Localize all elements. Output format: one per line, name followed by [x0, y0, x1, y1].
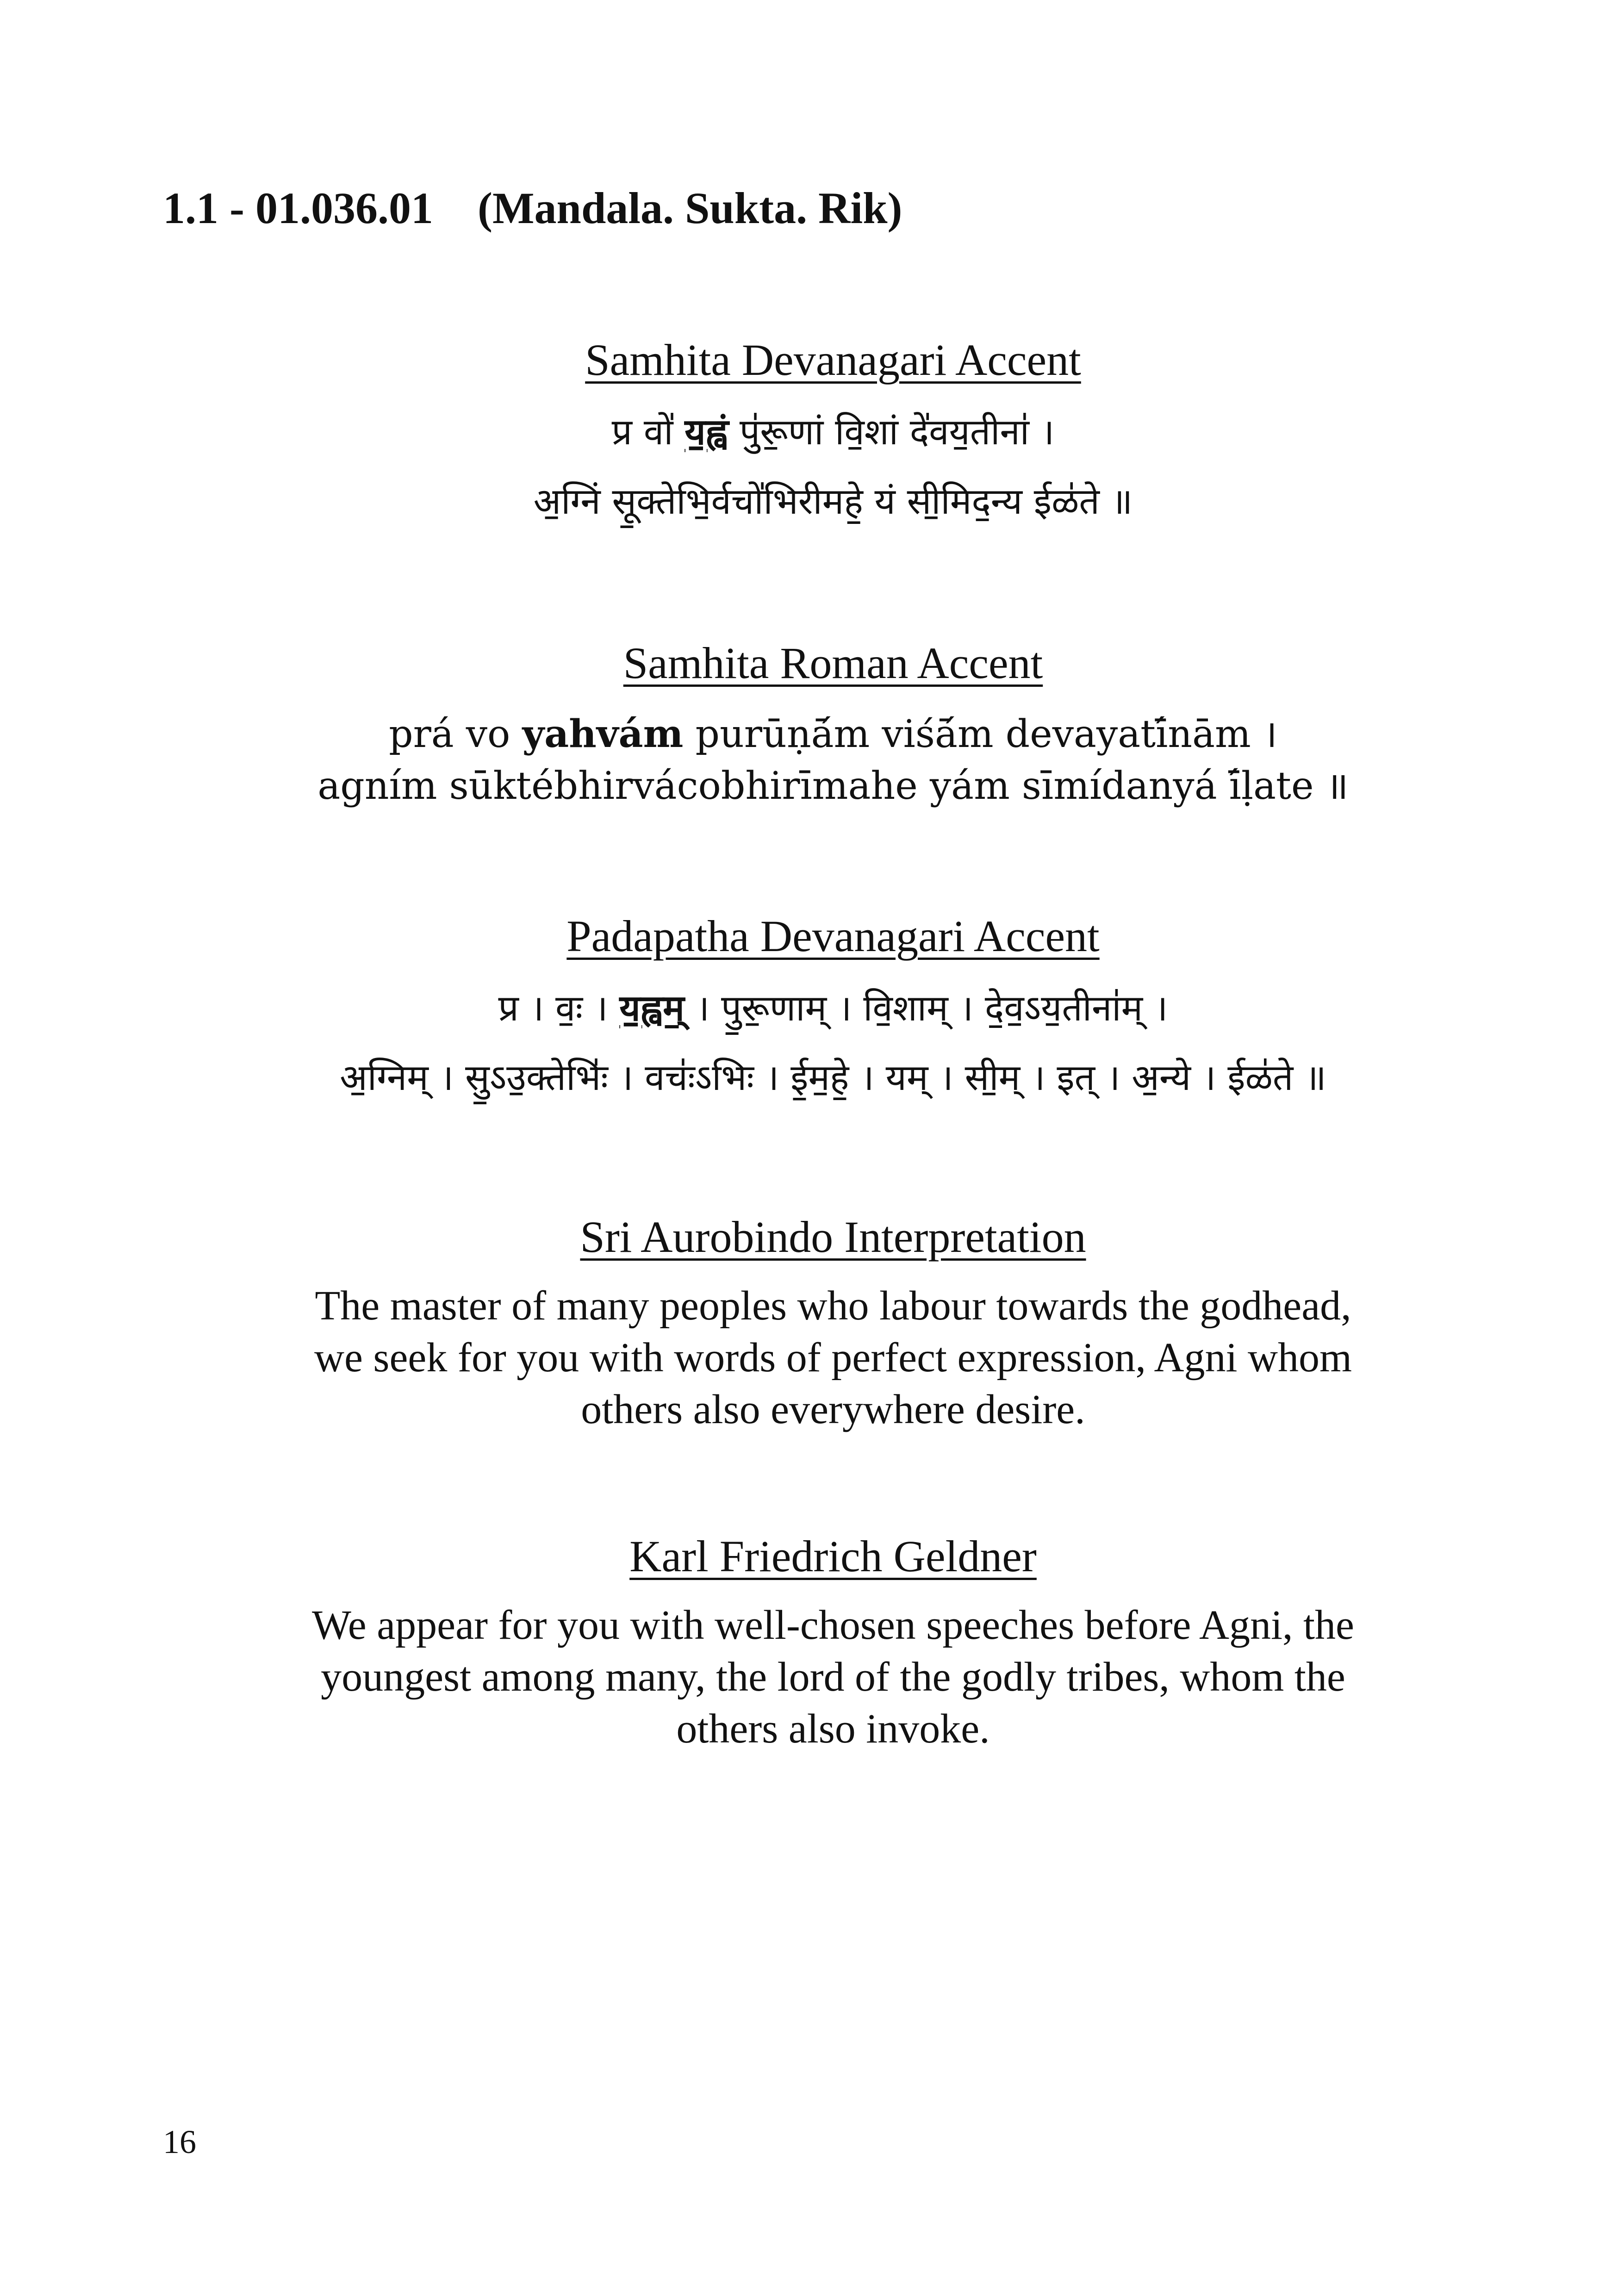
verse-text: prá vo — [389, 712, 523, 757]
samhita-roman-line-2: agním sūktébhirvácobhirīmahe yám sīmídanyá ī́ḷate ॥ — [317, 764, 1349, 809]
aurobindo-heading: Sri Aurobindo Interpretation — [580, 1212, 1086, 1262]
verse-id: 1.1 - 01.036.01 — [163, 183, 433, 233]
geldner-heading: Karl Friedrich Geldner — [629, 1531, 1037, 1581]
verse-text: प्र । वः॒ । — [498, 988, 620, 1030]
samhita-roman-line-1 — [185, 708, 1481, 760]
padapatha-devanagari-line-1 — [185, 974, 1481, 1043]
samhita-devanagari-heading: Samhita Devanagari Accent — [585, 335, 1081, 385]
samhita-devanagari-line-1 — [185, 398, 1481, 467]
padapatha-devanagari-line-2: अ॒ग्निम् । सु॒ऽउ॒क्तेभिः॑ । वचः॑ऽभिः । ई॒म॒हे॒ । यम् । सी॒म् । इत् । अ॒न्ये । ईळ॑ते ॥ — [340, 1057, 1326, 1099]
aurobindo-section — [185, 1210, 1481, 1436]
verse-text: purūṇā́m viśā́m devayatī́nām । — [683, 712, 1277, 757]
samhita-roman-section — [185, 636, 1481, 812]
samhita-roman-heading: Samhita Roman Accent — [623, 638, 1043, 688]
aurobindo-line-2: we seek for you with words of perfect expression, Agni whom — [314, 1335, 1352, 1381]
padapatha-devanagari-heading: Padapatha Devanagari Accent — [566, 911, 1100, 961]
geldner-line-1: We appear for you with well-chosen speeches before Agni, the — [312, 1602, 1354, 1649]
verse-text: प्र वो॑ — [611, 411, 685, 454]
aurobindo-line-1: The master of many peoples who labour towards the godhead, — [315, 1283, 1351, 1329]
aurobindo-line-3: others also everywhere desire. — [581, 1387, 1085, 1433]
reference-scheme: (Mandala. Sukta. Rik) — [477, 183, 902, 233]
geldner-line-3: others also invoke. — [676, 1706, 990, 1752]
verse-text: । पु॒रू॒णाम् । वि॒शाम् । दे॒व॒ऽय॒तीना॑म् । — [684, 988, 1168, 1030]
page-number: 16 — [163, 2123, 196, 2160]
samhita-devanagari-line-2: अ॒ग्निं सू॒क्तेभि॒र्वचो॑भिरीमहे॒ यं सी॒मिद॒न्य ईळ॑ते ॥ — [533, 481, 1133, 523]
samhita-devanagari-section — [185, 333, 1481, 536]
geldner-line-2: youngest among many, the lord of the godly tribes, whom the — [321, 1654, 1345, 1700]
geldner-section — [185, 1530, 1481, 1755]
verse-reference — [163, 181, 902, 235]
highlighted-word: य॒ह्वम् — [619, 988, 685, 1030]
verse-text: पु॑रू॒णां वि॒शां दे॑वय॒तीना॑ । — [728, 411, 1055, 454]
padapatha-devanagari-section — [185, 909, 1481, 1113]
highlighted-word: य॒ह्वं — [685, 411, 728, 454]
highlighted-word: yahvám — [522, 712, 684, 757]
